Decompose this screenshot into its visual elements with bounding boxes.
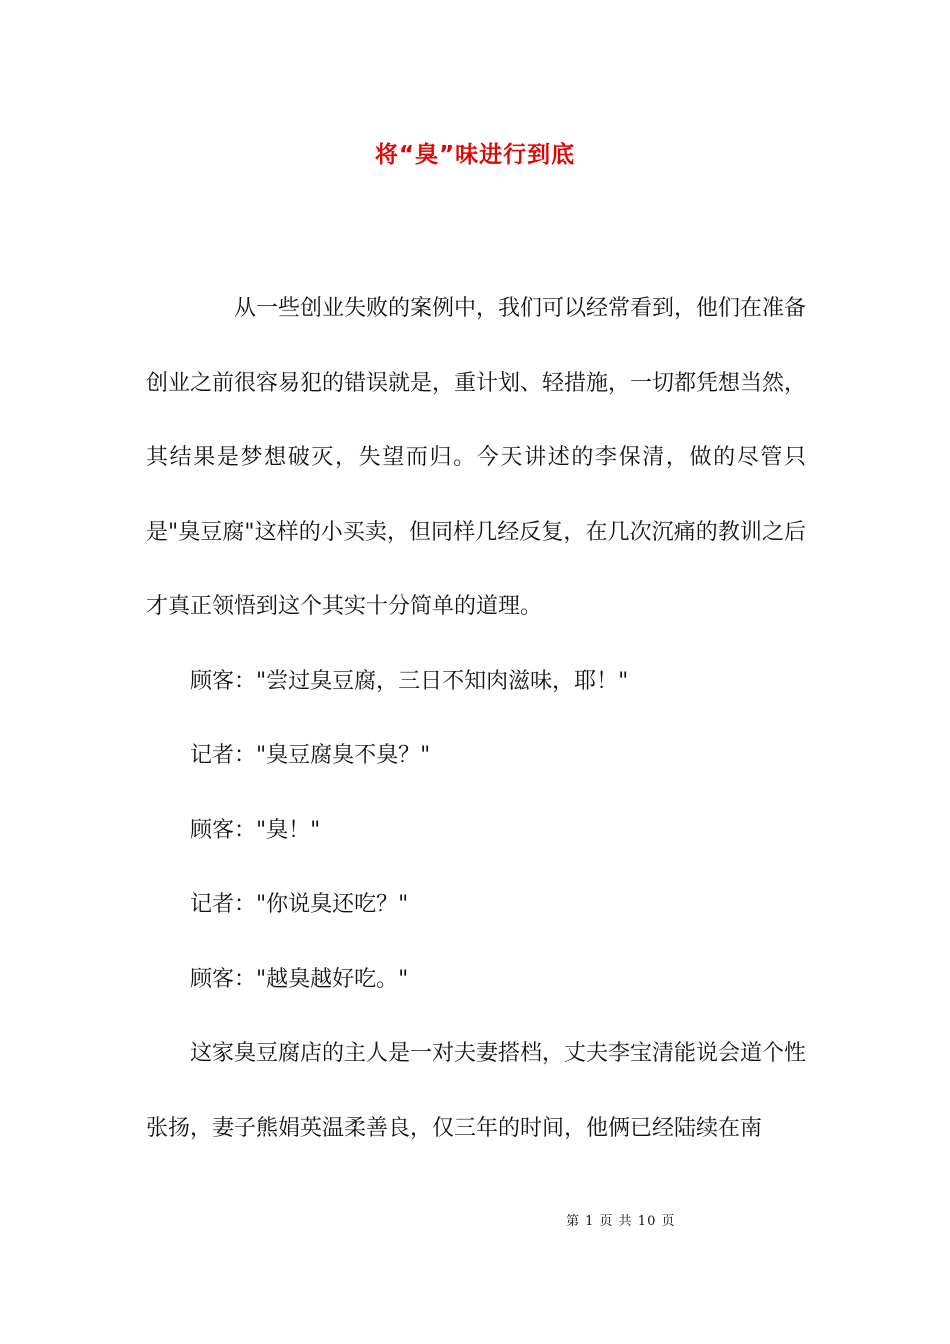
dialogue-line: 记者："臭豆腐臭不臭？" [190, 743, 431, 768]
dialogue-line: 顾客："臭！" [190, 817, 321, 843]
document-title: 将“臭”味进行到底 [374, 142, 576, 168]
document-body [146, 272, 806, 1166]
paragraph-story: 这家臭豆腐店的主人是一对夫妻搭档，丈夫李宝清能说会道个性张扬，妻子熊娟英温柔善良，仅三年的时间，他俩已经陆续在南 [146, 1041, 807, 1141]
paragraph-intro: 从一些创业失败的案例中，我们可以经常看到，他们在准备创业之前很容易犯的错误就是，重计划、轻措施，一切都凭想当然，其结果是梦想破灭，失望而归。今天讲述的李保清，做的尽管只是"臭豆腐"这样的小买卖，但同样几经反复，在几次沉痛的教训之后才真正领悟到这个其实十分简单的道理。 [146, 296, 807, 619]
dialogue-line: 顾客："尝过臭豆腐，三日不知肉滋味，耶！" [190, 668, 629, 694]
dialogue-line: 顾客："越臭越好吃。" [190, 966, 409, 992]
page-number-footer: 第 1 页 共 10 页 [566, 1214, 676, 1229]
dialogue-line: 记者："你说臭还吃？" [190, 892, 409, 917]
